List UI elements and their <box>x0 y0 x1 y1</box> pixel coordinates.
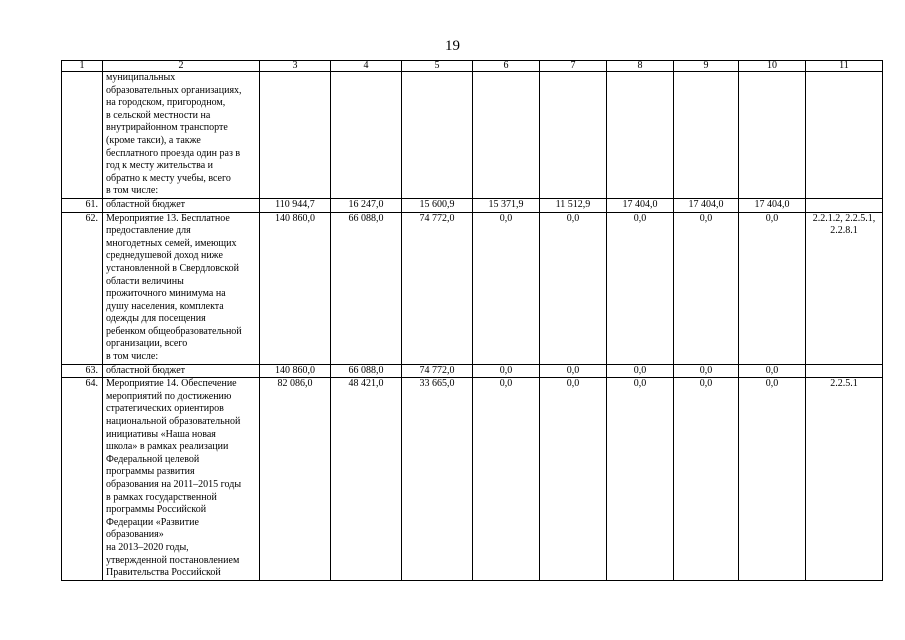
table-row <box>62 72 883 199</box>
amount-cell: 0,0 <box>473 364 540 378</box>
amount-cell <box>540 72 607 199</box>
amount-cell: 48 421,0 <box>331 378 402 581</box>
page-number: 19 <box>445 38 460 54</box>
target-reference-cell <box>806 72 883 199</box>
amount-cell <box>402 72 473 199</box>
column-number-header: 7 <box>540 61 607 72</box>
column-number-header: 8 <box>607 61 674 72</box>
amount-cell: 0,0 <box>739 212 806 364</box>
column-number-header: 9 <box>674 61 739 72</box>
amount-cell: 110 944,7 <box>260 198 331 212</box>
target-reference-cell <box>806 198 883 212</box>
amount-cell: 15 600,9 <box>402 198 473 212</box>
amount-cell: 140 860,0 <box>260 364 331 378</box>
row-number-cell <box>62 72 103 199</box>
amount-cell: 0,0 <box>674 364 739 378</box>
amount-cell: 82 086,0 <box>260 378 331 581</box>
amount-cell: 0,0 <box>674 378 739 581</box>
amount-cell: 0,0 <box>540 378 607 581</box>
amount-cell <box>260 72 331 199</box>
amount-cell: 0,0 <box>674 212 739 364</box>
amount-cell <box>607 72 674 199</box>
amount-cell <box>739 72 806 199</box>
amount-cell: 15 371,9 <box>473 198 540 212</box>
amount-cell: 16 247,0 <box>331 198 402 212</box>
amount-cell: 11 512,9 <box>540 198 607 212</box>
table-row <box>62 378 883 581</box>
amount-cell: 17 404,0 <box>739 198 806 212</box>
description-cell: Мероприятие 13. Бесплатное предоставление для многодетных семей, имеющих среднедушевой доход ниже установленной в Свердловской области величины прожиточного минимума на душу населения, комплекта одежды для посещения ребенком общеобразовательной организации, всего в том числе: <box>103 212 260 364</box>
table-row <box>62 212 883 364</box>
description-cell: областной бюджет <box>103 198 260 212</box>
budget-table <box>61 60 883 581</box>
amount-cell: 17 404,0 <box>674 198 739 212</box>
column-number-header: 10 <box>739 61 806 72</box>
row-number-cell: 63. <box>62 364 103 378</box>
column-number-header: 5 <box>402 61 473 72</box>
column-number-header: 1 <box>62 61 103 72</box>
column-number-header: 6 <box>473 61 540 72</box>
column-number-header: 3 <box>260 61 331 72</box>
column-number-header: 4 <box>331 61 402 72</box>
row-number-cell: 64. <box>62 378 103 581</box>
amount-cell <box>331 72 402 199</box>
target-reference-cell: 2.2.5.1 <box>806 378 883 581</box>
amount-cell: 0,0 <box>540 212 607 364</box>
amount-cell: 33 665,0 <box>402 378 473 581</box>
amount-cell: 0,0 <box>607 212 674 364</box>
column-number-header: 2 <box>103 61 260 72</box>
column-number-header: 11 <box>806 61 883 72</box>
amount-cell: 17 404,0 <box>607 198 674 212</box>
target-reference-cell: 2.2.1.2, 2.2.5.1, 2.2.8.1 <box>806 212 883 364</box>
amount-cell: 0,0 <box>473 378 540 581</box>
amount-cell <box>473 72 540 199</box>
amount-cell <box>674 72 739 199</box>
column-number-row <box>62 61 883 72</box>
amount-cell: 0,0 <box>540 364 607 378</box>
amount-cell: 0,0 <box>473 212 540 364</box>
amount-cell: 66 088,0 <box>331 212 402 364</box>
amount-cell: 66 088,0 <box>331 364 402 378</box>
amount-cell: 0,0 <box>739 364 806 378</box>
amount-cell: 74 772,0 <box>402 212 473 364</box>
description-cell: Мероприятие 14. Обеспечение мероприятий по достижению стратегических ориентиров национальной образовательной инициативы «Наша новая школа» в рамках реализации Федеральной целевой программы развития образования на 2011–2015 годы в рамках государственной программы Российской Федерации «Развитие образования» на 2013–2020 годы, утвержденной постановлением Правительства Российской <box>103 378 260 581</box>
amount-cell: 0,0 <box>607 364 674 378</box>
amount-cell: 0,0 <box>739 378 806 581</box>
description-cell: областной бюджет <box>103 364 260 378</box>
description-cell: муниципальных образовательных организациях, на городском, пригородном, в сельской местности на внутрирайонном транспорте (кроме такси), а также бесплатного проезда один раз в год к месту жительства и обратно к месту учебы, всего в том числе: <box>103 72 260 199</box>
row-number-cell: 61. <box>62 198 103 212</box>
amount-cell: 140 860,0 <box>260 212 331 364</box>
target-reference-cell <box>806 364 883 378</box>
amount-cell: 0,0 <box>607 378 674 581</box>
row-number-cell: 62. <box>62 212 103 364</box>
table-row <box>62 198 883 212</box>
amount-cell: 74 772,0 <box>402 364 473 378</box>
table-row <box>62 364 883 378</box>
